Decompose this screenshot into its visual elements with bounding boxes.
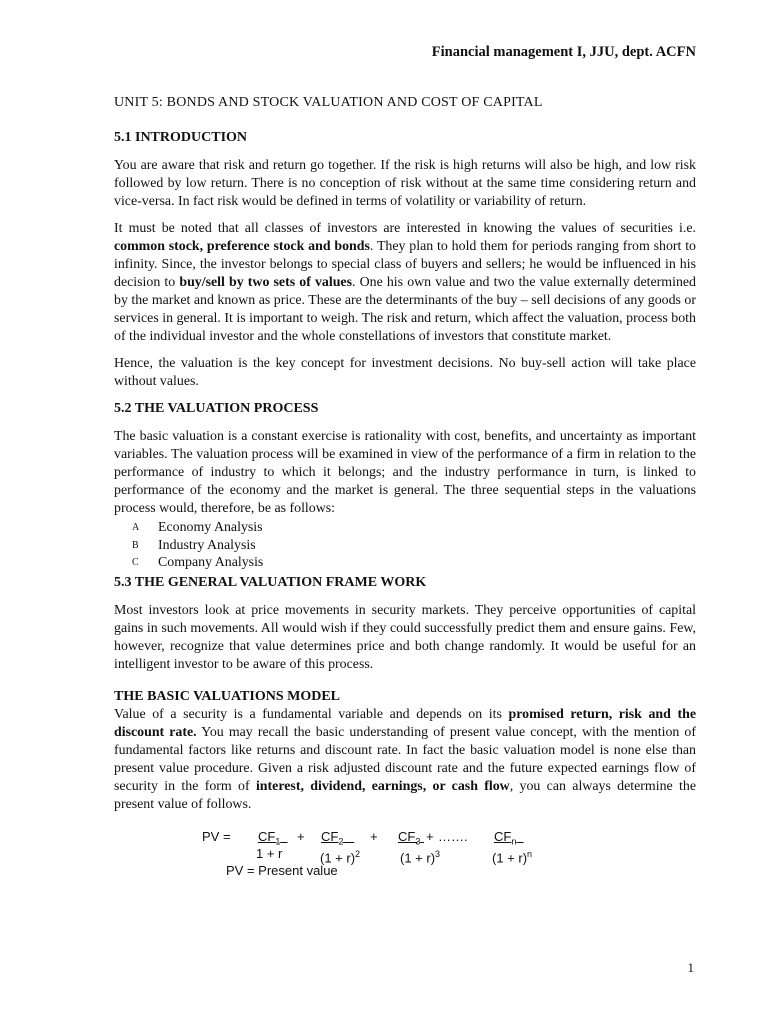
list-item — [114, 537, 696, 555]
formula-cfn: $CF_n$ — [494, 828, 517, 847]
section-heading-5-2: 5.2 THE VALUATION PROCESS — [114, 401, 319, 416]
formula-plus: + — [426, 828, 434, 844]
list-marker: C — [132, 557, 139, 569]
page-content — [114, 94, 696, 884]
formula-den2: $(1 + r)^2$ — [320, 848, 361, 866]
formula-plus: + — [370, 828, 378, 844]
present-value-formula — [114, 828, 696, 884]
text-run: You may recall the basic understanding of present value concept, with the mention of fundamental factors like returns and discount rate. In fact the basic valuation model is none else than present value procedure. Given a risk adjusted discount rate and the future expected earnings flow of security in the form of — [114, 724, 696, 794]
formula-denn: $(1 + r)^n$ — [492, 848, 533, 866]
list-item — [114, 519, 696, 537]
formula-cf2: $CF_2$ — [321, 828, 344, 847]
list-item-text: Economy Analysis — [158, 520, 263, 535]
text-run: . One his own value and two the value externally determined by the market and known as price. These are the determinants of the buy – sell decisions of any goods or services in general. It is important to weigh. The risk and return, which affect the valuation, process both of the individual investor and the whole constellations of investors that constitute market. — [114, 275, 697, 344]
list-item-text: Company Analysis — [158, 555, 264, 571]
formula-pv: PV = — [202, 828, 231, 844]
section-heading-5-1: 5.1 INTRODUCTION — [114, 130, 248, 145]
paragraph: You are aware that risk and return go together. If the risk is high returns will also be high, and low risk followed by low return. There is no conception of risk without at the same time considering return and vice-versa. In fact risk would be defined in terms of volatility or variability of return. — [114, 158, 696, 209]
list-item — [114, 554, 696, 572]
formula-den1: 1 + r — [256, 845, 283, 861]
running-header: Financial management I, JJU, dept. ACFN — [431, 44, 696, 60]
list-marker: B — [132, 539, 139, 551]
paragraph: Hence, the valuation is the key concept for investment decisions. No buy-sell action will take place without values. — [114, 356, 696, 389]
unit-title: UNIT 5: BONDS AND STOCK VALUATION AND COST OF CAPITAL — [114, 95, 543, 110]
paragraph: Most investors look at price movements in security markets. They perceive opportunities of capital gains in such movements. All would wish if they could successfully predict them and ensure gains. Few, however, recognize that value determines price and both change randomly. It would be useful for an intelligent investor to be aware of this process. — [114, 602, 696, 672]
paragraph: The basic valuation is a constant exercise is rationality with cost, benefits, and uncertainty as important variables. The valuation process will be examined in view of the performance of a firm in relation to the performance of industry to which it belongs; and the industry performance in turn, is linked to performance of the economy and the market is general. The three sequential steps in the valuations process would, therefore, be as follows: — [114, 429, 696, 516]
steps-list — [114, 519, 696, 572]
formula-legend: PV = Present value — [226, 862, 338, 878]
text-run: . They plan to hold them for periods ranging from short to infinity. Since, the investor belongs to special class of buyers and sellers; he would be influenced in his decision to — [114, 239, 696, 290]
text-run: It must be noted that all classes of investors are interested in knowing the values of securities i.e. — [114, 221, 696, 236]
section-heading-5-3: 5.3 THE GENERAL VALUATION FRAME WORK — [114, 574, 427, 590]
bold-text: buy/sell by two sets of values — [179, 275, 352, 290]
formula-cf1: $CF_1$ — [258, 828, 281, 847]
bold-text: interest, dividend, earnings, or cash flow — [255, 778, 510, 794]
formula-dots: ……. — [438, 828, 468, 844]
list-item-text: Industry Analysis — [158, 537, 256, 553]
paragraph — [114, 706, 696, 814]
text-run: Value of a security is a fundamental variable and depends on its — [114, 706, 509, 722]
model-heading: THE BASIC VALUATIONS MODEL — [114, 688, 341, 704]
formula-cf3: $CF_3$ — [398, 828, 421, 847]
formula-plus: + — [297, 828, 305, 844]
list-marker: A — [132, 522, 140, 533]
paragraph — [114, 220, 696, 346]
page-number: 1 — [687, 960, 694, 975]
formula-den3: $(1 + r)^3$ — [400, 848, 441, 866]
bold-text: common stock, preference stock and bonds — [114, 239, 370, 254]
bold-text: promised return, risk and the discount rate. — [114, 706, 696, 740]
text-run: , you can always determine the present value of follows. — [114, 778, 697, 812]
